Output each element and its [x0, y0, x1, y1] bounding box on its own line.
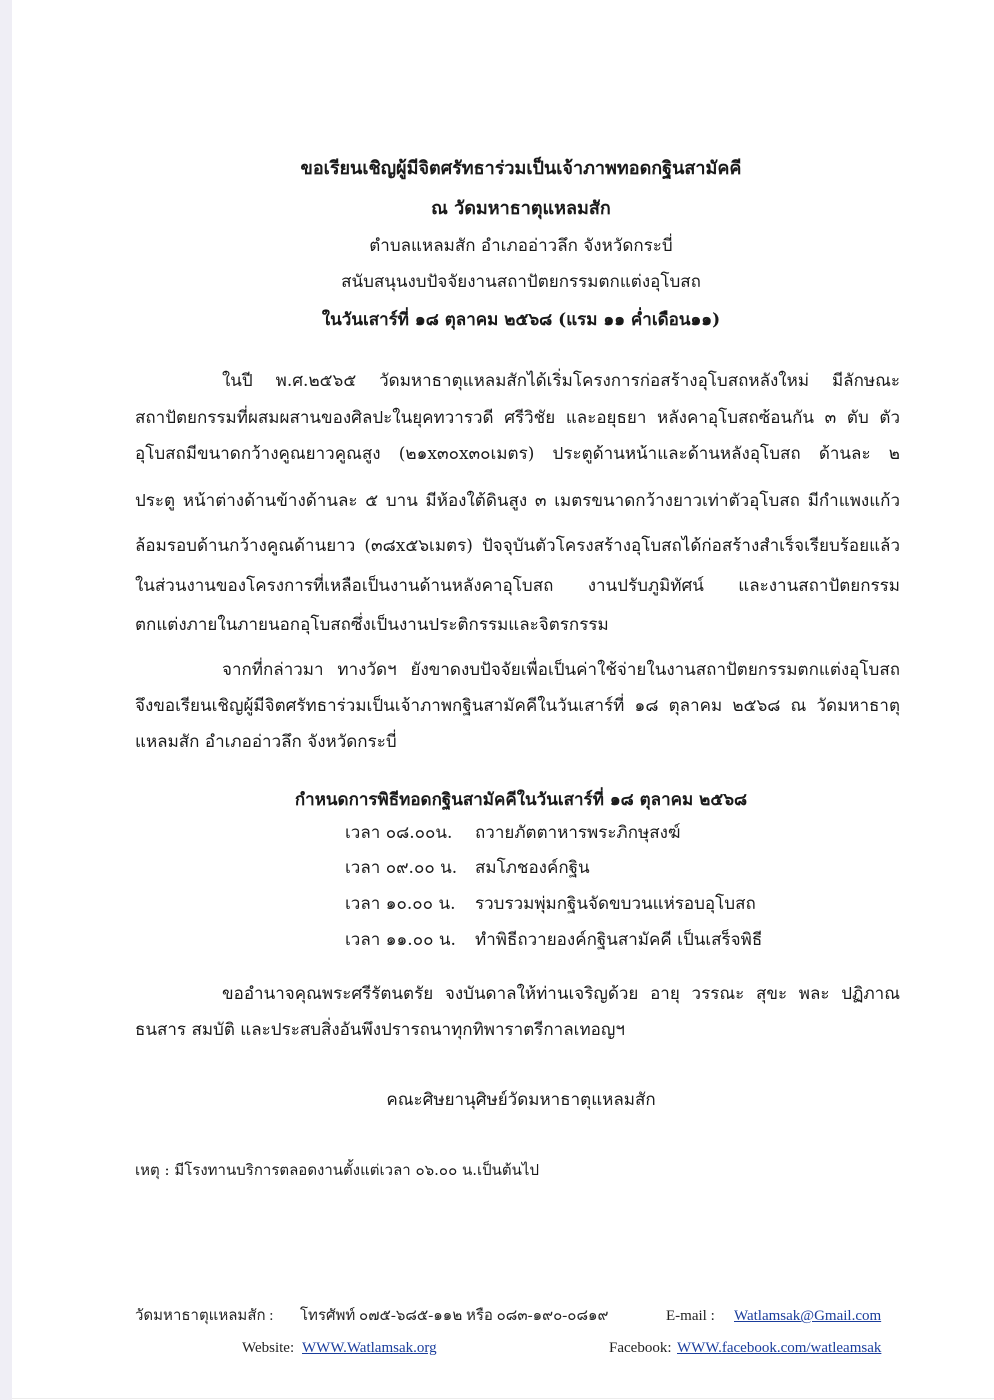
footer-org-label: วัดมหาธาตุแหลมสัก :	[135, 1308, 274, 1324]
paragraph-2-line: แหลมสัก อำเภออ่าวลึก จังหวัดกระบี่	[135, 732, 397, 752]
signature: คณะศิษยานุศิษย์วัดมหาธาตุแหลมสัก	[386, 1090, 656, 1110]
schedule-time: เวลา ๑๑.๐๐ น.	[345, 930, 456, 950]
paragraph-1-line: ในปี พ.ศ.๒๕๖๕ วัดมหาธาตุแหลมสักได้เริ่มโครงการก่อสร้างอุโบสถหลังใหม่ มีลักษณะ	[222, 371, 900, 391]
schedule-activity: ถวายภัตตาหารพระภิกษุสงฆ์	[475, 823, 681, 843]
facebook-link[interactable]: WWW.facebook.com/watleamsak	[677, 1340, 882, 1356]
title-line-2: ณ วัดมหาธาตุแหลมสัก	[431, 198, 611, 219]
paragraph-2-line: จึงขอเรียนเชิญผู้มีจิตศรัทธาร่วมเป็นเจ้าภาพกฐินสามัคคีในวันเสาร์ที่ ๑๘ ตุลาคม ๒๕๖๘ ณ วัดมหาธาตุ	[135, 696, 900, 716]
paragraph-1-line: ประตู หน้าต่างด้านข้างด้านละ ๕ บาน มีห้องใต้ดินสูง ๓ เมตรขนาดกว้างยาวเท่าตัวอุโบสถ มีกำแพงแก้ว	[135, 491, 900, 511]
blessing-line: ธนสาร สมบัติ และประสบสิ่งอันพึงปรารถนาทุกทิพาราตรีกาลเทอญฯ	[135, 1020, 625, 1040]
schedule-heading: กำหนดการพิธีทอดกฐินสามัคคีในวันเสาร์ที่ ๑๘ ตุลาคม ๒๕๖๘	[294, 790, 748, 810]
email-link[interactable]: Watlamsak@Gmail.com	[734, 1308, 882, 1324]
footer-website-label: Website:	[242, 1340, 295, 1356]
title-line-1: ขอเรียนเชิญผู้มีจิตศรัทธาร่วมเป็นเจ้าภาพทอดกฐินสามัคคี	[300, 158, 742, 179]
schedule-time: เวลา ๐๙.๐๐ น.	[345, 858, 458, 878]
paragraph-1-line: สถาปัตยกรรมที่ผสมผสานของศิลปะในยุคทวารวดี ศรีวิชัย และอยุธยา หลังคาอุโบสถซ้อนกัน ๓ ตับ ตัว	[135, 408, 900, 428]
schedule-activity: รวบรวมพุ่มกฐินจัดขบวนแห่รอบอุโบสถ	[475, 894, 756, 914]
footer-email-label: E-mail :	[666, 1308, 715, 1324]
paragraph-1-line: ตกแต่งภายในภายนอกอุโบสถซึ่งเป็นงานประติกรรมและจิตรกรรม	[135, 615, 609, 635]
paragraph-1-line: อุโบสถมีขนาดกว้างคูณยาวคูณสูง (๒๑x๓๐x๓๐เมตร) ประตูด้านหน้าและด้านหลังอุโบสถ ด้านละ ๒	[135, 444, 900, 464]
address-line: ตำบลแหลมสัก อำเภออ่าวลึก จังหวัดกระบี่	[369, 236, 673, 256]
footer-facebook-label: Facebook:	[609, 1340, 672, 1356]
website-link[interactable]: WWW.Watlamsak.org	[302, 1340, 437, 1356]
schedule-time: เวลา ๑๐.๐๐ น.	[345, 894, 456, 914]
schedule-activity: ทำพิธีถวายองค์กฐินสามัคคี เป็นเสร็จพิธี	[475, 930, 763, 950]
purpose-line: สนับสนุนงบปัจจัยงานสถาปัตยกรรมตกแต่งอุโบสถ	[341, 272, 701, 292]
blessing-line: ขออำนาจคุณพระศรีรัตนตรัย จงบันดาลให้ท่านเจริญด้วย อายุ วรรณะ สุขะ พละ ปฏิภาณ	[222, 984, 900, 1004]
schedule-time: เวลา ๐๘.๐๐น.	[345, 823, 453, 843]
footer-phone: โทรศัพท์ ๐๗๕-๖๘๕-๑๑๒ หรือ ๐๘๓-๑๙๐-๐๘๑๙	[300, 1308, 609, 1324]
paragraph-1-line: ในส่วนงานของโครงการที่เหลือเป็นงานด้านหลังคาอุโบสถ งานปรับภูมิทัศน์ และงานสถาปัตยกรรม	[135, 576, 900, 596]
note: เหตุ : มีโรงทานบริการตลอดงานตั้งแต่เวลา ๐๖.๐๐ น.เป็นต้นไป	[135, 1161, 539, 1179]
paragraph-2-line: จากที่กล่าวมา ทางวัดฯ ยังขาดงบปัจจัยเพื่อเป็นค่าใช้จ่ายในงานสถาปัตยกรรมตกแต่งอุโบสถ	[222, 660, 900, 680]
date-line: ในวันเสาร์ที่ ๑๘ ตุลาคม ๒๕๖๘ (แรม ๑๑ ค่ำเดือน๑๑)	[321, 310, 721, 330]
page-bottom-edge	[12, 1398, 994, 1399]
paragraph-1-line: ล้อมรอบด้านกว้างคูณด้านยาว (๓๘x๕๖เมตร) ปัจจุบันตัวโครงสร้างอุโบสถได้ก่อสร้างสำเร็จเรียบร้อยแล้ว	[135, 536, 900, 556]
document-page	[12, 0, 994, 1400]
page-left-margin	[0, 0, 12, 1400]
schedule-activity: สมโภชองค์กฐิน	[475, 858, 590, 878]
